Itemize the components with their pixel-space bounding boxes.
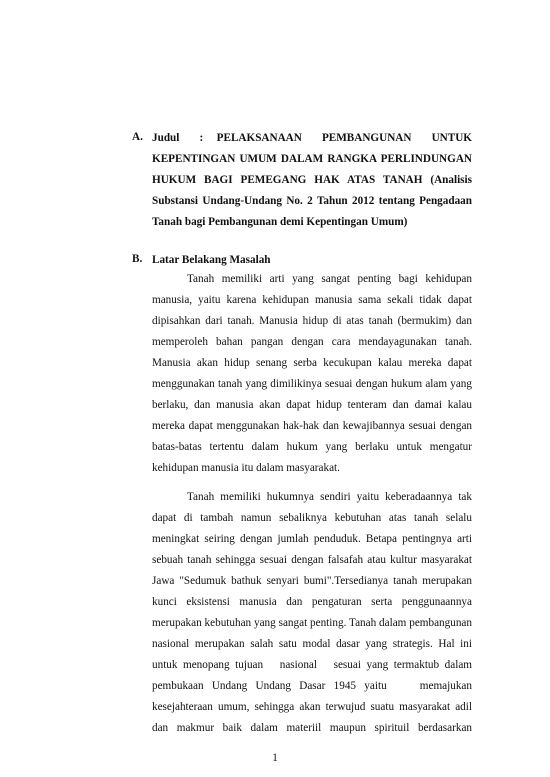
para1-line-1: Tanah memiliki arti yang sangat penting bagi kehidupan: [187, 273, 472, 285]
para2-line-4: sebuah tanah sehingga sesuai dengan falsafah atau kultur masyarakat: [152, 554, 472, 566]
para1-line-2: manusia, yaitu karena kehidupan manusia sama sekali tidak dapat: [152, 294, 472, 306]
section-a-line-5: Tanah bagi Pembangunan demi Kepentingan Umum): [152, 216, 408, 228]
para1-line-8: mereka dapat menggunakan hak-hak dan kewajibannya sesuai dengan: [152, 420, 472, 432]
para2-line-5: Jawa "Sedumuk bathuk senyari bumi".Tersedianya tanah merupakan: [152, 575, 472, 587]
para1-line-5: Manusia akan hidup senang serba kecukupan kalau mereka dapat: [152, 357, 472, 369]
section-a-line-3: HUKUM BAGI PEMEGANG HAK ATAS TANAH (Analisis: [152, 174, 472, 186]
para2-line-10: pembukaan Undang Undang Dasar 1945 yaitu memajukan: [152, 680, 472, 692]
para2-line-9: untuk menopang tujuan nasional sesuai yang termaktub dalam: [152, 659, 472, 671]
section-a-letter: A.: [132, 131, 143, 143]
para2-line-1: Tanah memiliki hukumnya sendiri yaitu keberadaannya tak: [187, 491, 472, 503]
para2-line-12: dan makmur baik dalam materiil maupun spirituil berdasarkan: [152, 722, 472, 734]
para2-line-2: dapat di tambah namun sebaliknya kebutuhan atas tanah selalu: [152, 512, 472, 524]
para2-line-3: meningkat seiring dengan jumlah penduduk. Betapa pentingnya arti: [152, 533, 472, 545]
para2-line-6: kunci eksistensi manusia dan pengaturan serta penggunaannya: [152, 596, 472, 608]
para1-line-4: memperoleh bahan pangan dengan cara mendayagunakan tanah.: [152, 336, 472, 348]
para1-line-6: menggunakan tanah yang dimilikinya sesuai dengan hukum alam yang: [152, 378, 472, 390]
para2-line-7: merupakan kebutuhan yang sangat penting. Tanah dalam pembangunan: [152, 617, 472, 629]
para1-line-9: batas-batas tertentu dalam hukum yang berlaku untuk mengatur: [152, 441, 472, 453]
para2-line-8: nasional merupakan salah satu modal dasar yang strategis. Hal ini: [152, 638, 472, 650]
section-b-heading: Latar Belakang Masalah: [152, 254, 271, 266]
section-a-line-2: KEPENTINGAN UMUM DALAM RANGKA PERLINDUNGAN: [152, 153, 472, 165]
page-number: 1: [272, 752, 278, 764]
para1-line-7: berlaku, dan manusia akan dapat hidup tenteram dan damai kalau: [152, 399, 472, 411]
section-b-letter: B.: [132, 253, 143, 265]
para1-line-10: kehidupan manusia itu dalam masyarakat.: [152, 462, 340, 474]
section-a-line-1: Judul : PELAKSANAAN PEMBANGUNAN UNTUK: [152, 132, 472, 144]
para1-line-3: dipisahkan dari tanah. Manusia hidup di atas tanah (bermukim) dan: [152, 315, 472, 327]
para2-line-11: kesejahteraan umum, sehingga akan terwujud suatu masyarakat adil: [152, 701, 472, 713]
section-a-line-4: Substansi Undang-Undang No. 2 Tahun 2012 tentang Pengadaan: [152, 195, 472, 207]
